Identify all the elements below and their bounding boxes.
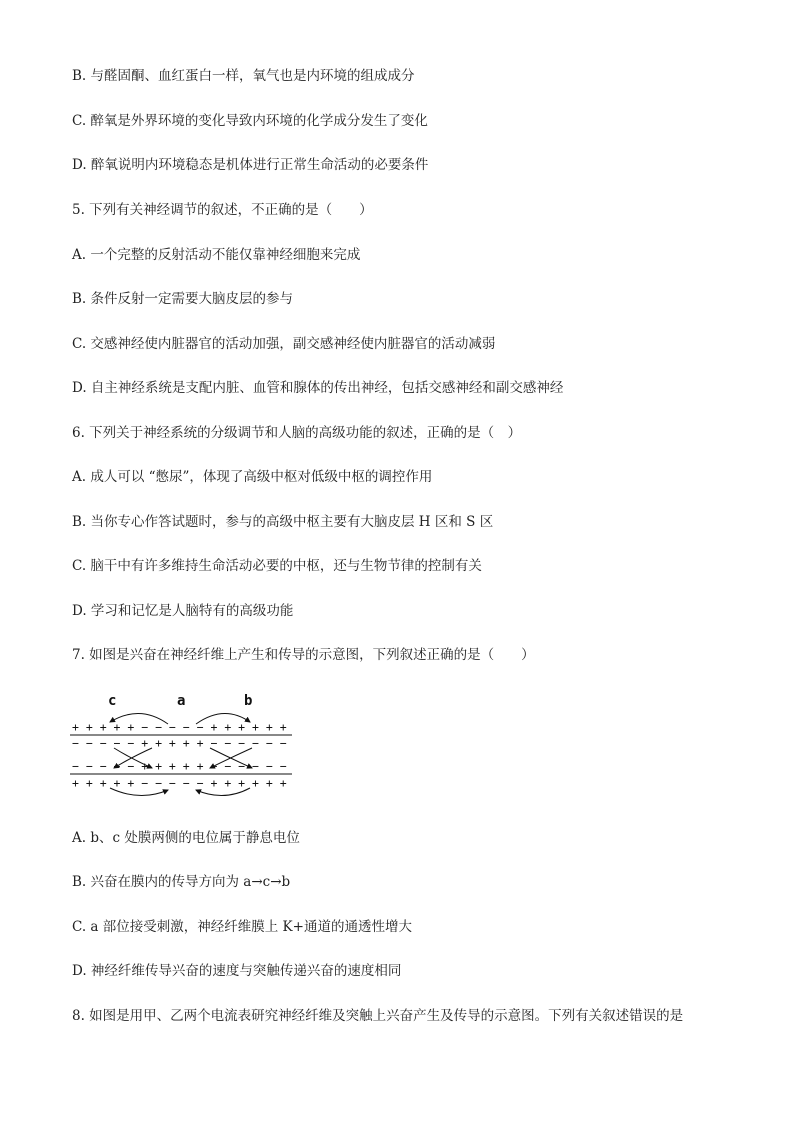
question-6-option-c: C. 脑干中有许多维持生命活动必要的中枢，还与生物节律的控制有关 — [72, 558, 482, 574]
label-b: b — [244, 693, 253, 709]
question-7-option-d: D. 神经纤维传导兴奋的速度与突触传递兴奋的速度相同 — [72, 963, 402, 979]
question-line-2: C. 醉氧是外界环境的变化导致内环境的化学成分发生了变化 — [72, 113, 428, 129]
question-6-option-b: B. 当你专心作答试题时，参与的高级中枢主要有大脑皮层 H 区和 S 区 — [72, 514, 494, 530]
charge-row-outer-bottom: + + + + + − − − − − + + + + + + — [72, 776, 287, 790]
question-8-stem: 8. 如图是用甲、乙两个电流表研究神经纤维及突触上兴奋产生及传导的示意图。下列有关叙述错误的是 — [72, 1008, 684, 1024]
question-6-stem: 6. 下列关于神经系统的分级调节和人脑的高级功能的叙述，正确的是（ ） — [72, 425, 522, 441]
question-line-3: D. 醉氧说明内环境稳态是机体进行正常生命活动的必要条件 — [72, 157, 429, 173]
question-6-option-d: D. 学习和记忆是人脑特有的高级功能 — [72, 603, 294, 619]
charge-row-outer-top: + + + + + − − − − − + + + + + + — [72, 720, 287, 734]
question-5-option-c: C. 交感神经使内脏器官的活动加强，副交感神经使内脏器官的活动减弱 — [72, 336, 496, 352]
question-5-option-b: B. 条件反射一定需要大脑皮层的参与 — [72, 291, 294, 307]
question-line-1: B. 与醛固酮、血红蛋白一样，氧气也是内环境的组成成分 — [72, 68, 415, 84]
question-7-option-c: C. a 部位接受刺激，神经纤维膜上 K+通道的通透性增大 — [72, 919, 412, 935]
question-5-stem: 5. 下列有关神经调节的叙述，不正确的是（ ） — [72, 202, 373, 218]
question-5-option-a: A. 一个完整的反射活动不能仅靠神经细胞来完成 — [72, 247, 361, 263]
question-7-option-a: A. b、c 处膜两侧的电位属于静息电位 — [72, 830, 300, 846]
question-7-stem: 7. 如图是兴奋在神经纤维上产生和传导的示意图，下列叙述正确的是（ ） — [72, 647, 535, 663]
charge-row-inner-top: − − − − − + + + + + − − − − − − — [72, 736, 287, 750]
nerve-fiber-figure — [70, 688, 294, 798]
label-a: a — [177, 693, 186, 709]
question-6-option-a: A. 成人可以 “憋尿”，体现了高级中枢对低级中枢的调控作用 — [72, 469, 433, 485]
question-7-option-b: B. 兴奋在膜内的传导方向为 a→c→b — [72, 874, 291, 890]
question-5-option-d: D. 自主神经系统是支配内脏、血管和腺体的传出神经，包括交感神经和副交感神经 — [72, 380, 564, 396]
charge-row-inner-bottom: − − − − − + + + + + − − − − − − — [72, 759, 287, 773]
label-c: c — [108, 693, 117, 709]
